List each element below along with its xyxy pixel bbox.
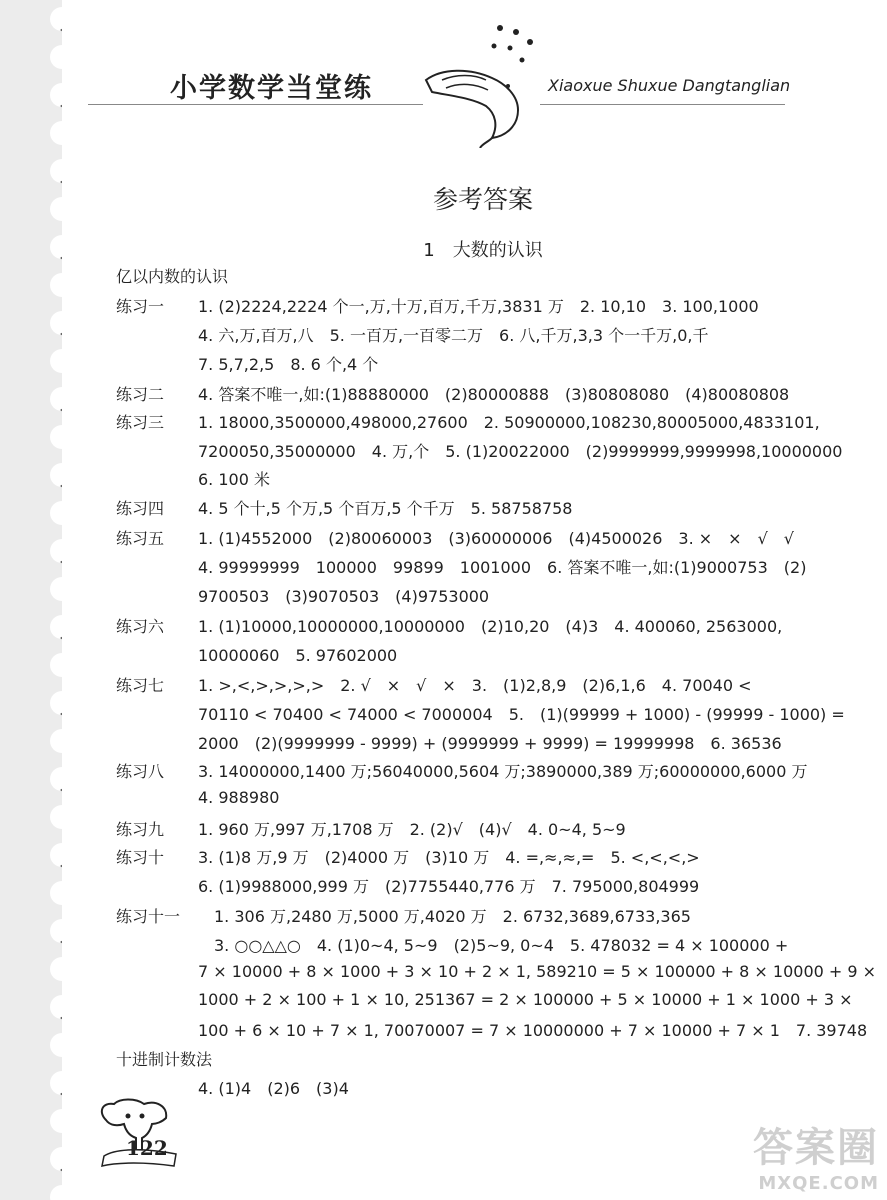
book-title: 小学数学当堂练 [170, 73, 373, 104]
exercise-label-10: 练习十 [116, 848, 165, 867]
answer-line: 4. 答案不唯一,如:(1)88880000 (2)80000888 (3)80808080 (4)80080808 [198, 385, 790, 404]
page-title: 参考答案 [432, 185, 533, 214]
answer-line: 1. (1)4552000 (2)80060003 (3)60000006 (4)4500026 3. × × √ √ [198, 529, 794, 548]
watermark [753, 1116, 879, 1194]
answer-line: 4. (1)4 (2)6 (3)4 [198, 1079, 349, 1098]
exercise-label-2: 练习二 [116, 385, 165, 404]
answer-line: 100 + 6 × 10 + 7 × 1, 70070007 = 7 × 10000000 + 7 × 10000 + 7 × 1 7. 39748 [198, 1021, 868, 1040]
answer-line: 1. >,<,>,>,>,> 2. √ × √ × 3. (1)2,8,9 (2)6,1,6 4. 70040 < [198, 676, 752, 695]
header-rule-left [88, 104, 423, 105]
answer-line: 1. 960 万,997 万,1708 万 2. (2)√ (4)√ 4. 0~4, 5~9 [198, 820, 626, 839]
answer-line: 3. ○○△△○ 4. (1)0~4, 5~9 (2)5~9, 0~4 5. 478032 = 4 × 100000 + [214, 936, 789, 955]
answer-line: 2000 (2)(9999999 - 9999) + (9999999 + 9999) = 19999998 6. 36536 [198, 734, 782, 753]
answer-line: 7 × 10000 + 8 × 1000 + 3 × 10 + 2 × 1, 589210 = 5 × 100000 + 8 × 10000 + 9 × [198, 962, 877, 981]
exercise-label-5: 练习五 [116, 529, 165, 548]
answer-line: 6. (1)9988000,999 万 (2)7755440,776 万 7. 795000,804999 [198, 877, 700, 896]
exercise-label-11: 练习十一 [116, 907, 181, 926]
answer-line: 4. 99999999 100000 99899 1001000 6. 答案不唯一,如:(1)9000753 (2) [198, 558, 807, 577]
exercise-label-1: 练习一 [116, 297, 165, 316]
answer-line: 4. 5 个十,5 个万,5 个百万,5 个千万 5. 58758758 [198, 499, 573, 518]
answer-line: 7200050,35000000 4. 万,个 5. (1)20022000 (2)9999999,9999998,10000000 [198, 442, 843, 461]
exercise-label-8: 练习八 [116, 762, 165, 781]
answer-line: 4. 六,万,百万,八 5. 一百万,一百零二万 6. 八,千万,3,3 个一千万,0,千 [198, 326, 709, 345]
exercise-label-3: 练习三 [116, 413, 165, 432]
answer-line: 1. 18000,3500000,498000,27600 2. 50900000,108230,80005000,4833101, [198, 413, 820, 432]
answer-line: 10000060 5. 97602000 [198, 646, 398, 665]
exercise-label-4: 练习四 [116, 499, 165, 518]
subhead-within-hundred-million: 亿以内数的认识 [116, 267, 229, 286]
answer-line: 6. 100 米 [198, 470, 270, 489]
answer-line: 1000 + 2 × 100 + 1 × 10, 251367 = 2 × 100000 + 5 × 10000 + 1 × 1000 + 3 × [198, 990, 853, 1009]
dove-icon [422, 18, 542, 148]
subhead-decimal-counting: 十进制计数法 [116, 1050, 213, 1069]
answer-line: 1. (1)10000,10000000,10000000 (2)10,20 (4)3 4. 400060, 2563000, [198, 617, 783, 636]
answer-line: 70110 < 70400 < 74000 < 7000004 5. (1)(99999 + 1000) - (99999 - 1000) = [198, 705, 845, 724]
answer-line: 7. 5,7,2,5 8. 6 个,4 个 [198, 355, 379, 374]
answer-line: 4. 988980 [198, 788, 280, 807]
book-subtitle-pinyin: Xiaoxue Shuxue Dangtanglian [548, 76, 791, 95]
answer-line: 3. (1)8 万,9 万 (2)4000 万 (3)10 万 4. =,≈,≈,= 5. <,<,<,> [198, 848, 700, 867]
page-number: 122 [126, 1136, 168, 1160]
answer-line: 1. (2)2224,2224 个一,万,十万,百万,千万,3831 万 2. 10,10 3. 100,1000 [198, 297, 759, 316]
header-rule-right [540, 104, 785, 105]
answer-line: 1. 306 万,2480 万,5000 万,4020 万 2. 6732,3689,6733,365 [214, 907, 691, 926]
watermark-top: 答案圈 [753, 1125, 879, 1171]
exercise-label-9: 练习九 [116, 820, 165, 839]
answer-line: 9700503 (3)9070503 (4)9753000 [198, 587, 490, 606]
answer-line: 3. 14000000,1400 万;56040000,5604 万;3890000,389 万;60000000,6000 万 [198, 762, 808, 781]
exercise-label-7: 练习七 [116, 676, 165, 695]
section-title: 1 大数的认识 [423, 240, 543, 261]
exercise-label-6: 练习六 [116, 617, 165, 636]
watermark-bottom: MXQE.COM [758, 1173, 879, 1194]
